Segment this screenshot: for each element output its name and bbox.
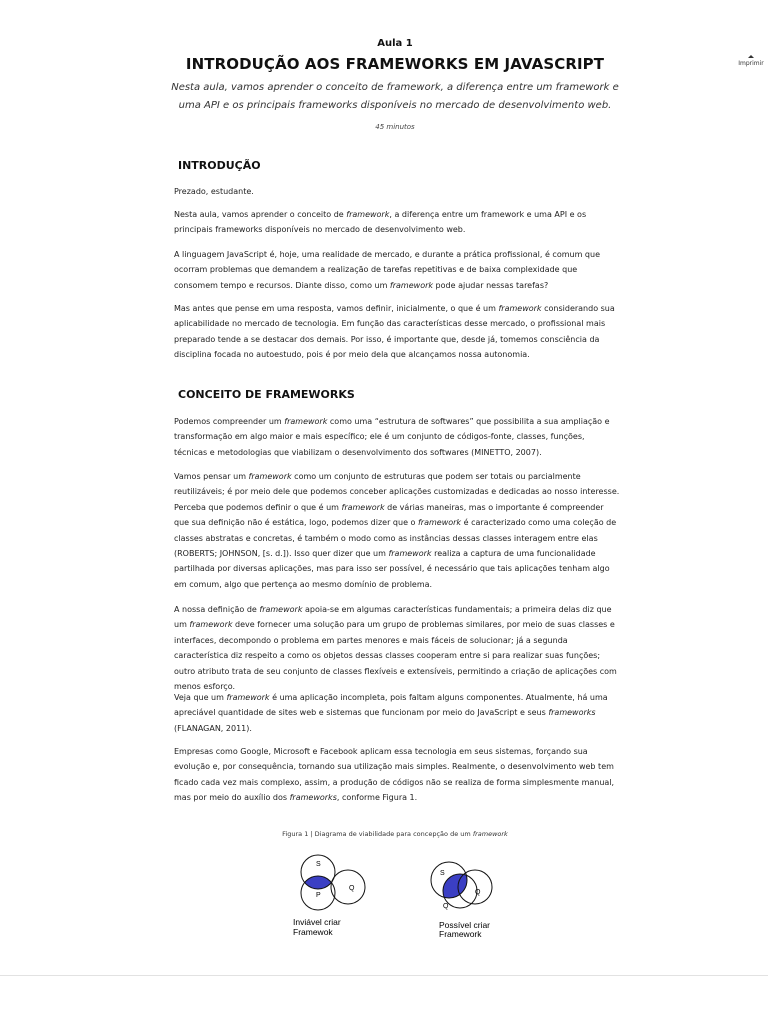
right-caption-line1: Possível criar	[439, 920, 491, 930]
right-label-s: S	[440, 870, 445, 877]
right-label-q: Q	[475, 889, 481, 896]
figure-caption	[0, 830, 768, 838]
paragraph: Mas antes que pense em uma resposta, vamos definir, inicialmente, o que é um framework considerando sua aplicabilidade no mercado de tecnologia. Em função das características desse mercado, o profissional mais preparado tende a se destacar dos demais. Por isso, é importante que, desde já, tomemos consciência da disciplina focada no autoestudo, pois é por meio dela que alcançamos nossa autonomia.	[174, 304, 615, 360]
viability-diagram	[285, 845, 525, 945]
left-caption-line2: Framewok	[293, 927, 333, 937]
right-venn	[431, 862, 492, 939]
paragraph: A linguagem JavaScript é, hoje, uma realidade de mercado, e durante a prática profissional, é comum que ocorram problemas que demandem a realização de tarefas repetitivas e de baixa complexidade que consomem tempo e recursos. Diante disso, como um framework pode ajudar nessas tarefas?	[174, 250, 600, 290]
paragraph: Podemos compreender um framework como uma “estrutura de softwares” que possibilita a sua ampliação e transformação em algo maior e mais específico; ele é um conjunto de códigos-fonte, classes, funções, técnicas e metodologias que viabilizam o desenvolvimento dos softwares (MINETTO, 2007).	[174, 417, 610, 457]
right-label-q2: Q	[443, 903, 449, 910]
page-title: INTRODUÇÃO AOS FRAMEWORKS EM JAVASCRIPT	[185, 55, 605, 73]
paragraph: A nossa definição de framework apoia-se em algumas características fundamentais; a primeira delas diz que um framework deve fornecer uma solução para um grupo de problemas similares, por meio de suas classes e interfaces, decompondo o problema em partes menores e mais fáceis de solucionar; já a segunda característica diz respeito a como os objetos dessas classes cooperam entre si para realizar suas funções; outro atributo trata de seu conjunto de classes flexíveis e extensíveis, permitindo a criação de aplicações com menos esforço.	[174, 605, 617, 692]
section-heading-introducao: INTRODUÇÃO	[178, 159, 261, 172]
section-heading-conceito: CONCEITO DE FRAMEWORKS	[178, 388, 355, 401]
figure-caption-text: Figura 1 | Diagrama de viabilidade para concepção de um	[282, 830, 471, 838]
paragraph: Empresas como Google, Microsoft e Facebook aplicam essa tecnologia em seus sistemas, forçando sua evolução e, por consequência, tornando sua utilização mais simples. Realmente, o desenvolvimento web tem ficado cada vez mais complexo, assim, a produção de códigos não se realiza de forma simplesmente manual, mas por meio do auxílio dos frameworks, conforme Figura 1.	[174, 747, 615, 803]
lesson-number: Aula 1	[377, 38, 413, 49]
figure-caption-italic: framework	[472, 830, 508, 838]
left-label-q: Q	[349, 885, 355, 892]
right-caption-line2: Framework	[439, 929, 482, 939]
left-label-s: S	[316, 861, 321, 868]
paragraph: Veja que um framework é uma aplicação incompleta, pois faltam alguns componentes. Atualmente, há uma apreciável quantidade de sites web e sistemas que funcionam por meio do JavaScript e seus frameworks (FLANAGAN, 2011).	[174, 693, 608, 733]
paragraph: Prezado, estudante.	[174, 187, 254, 196]
bottom-divider	[0, 975, 768, 976]
left-venn	[293, 855, 365, 937]
duration-label: 45 minutos	[375, 123, 415, 131]
left-label-p: P	[316, 892, 321, 899]
paragraph: Nesta aula, vamos aprender o conceito de framework, a diferença entre um framework e uma API e os principais frameworks disponíveis no mercado de desenvolvimento web.	[174, 210, 587, 235]
left-caption-line1: Inviável criar	[293, 917, 341, 927]
paragraph: Vamos pensar um framework como um conjunto de estruturas que podem ser totais ou parcialmente reutilizáveis; é por meio dele que podemos conceber aplicações customizadas e dedicadas ao nosso interesse. Perceba que podemos definir o que é um framework de várias maneiras, mas o importante é compreender que sua definição não é estática, logo, podemos dizer que o framework é caracterizado como uma coleção de classes abstratas e concretas, é também o modo como as instâncias dessas classes interagem entre elas (ROBERTS; JOHNSON, [s. d.]). Isso quer dizer que um framework realiza a captura de uma funcionalidade partilhada por diversas aplicações, mas para isso ser possível, é necessário que tais aplicações tenham algo em comum, algo que pertença ao mesmo domínio de problema.	[174, 472, 620, 589]
page-subtitle: Nesta aula, vamos aprender o conceito de framework, a diferença entre um framework e uma API e os principais frameworks disponíveis no mercado de desenvolvimento web.	[171, 82, 619, 111]
print-label: Imprimir	[738, 60, 764, 67]
left-circle-q	[331, 870, 365, 904]
print-icon	[748, 55, 754, 58]
print-button[interactable]	[735, 55, 767, 67]
